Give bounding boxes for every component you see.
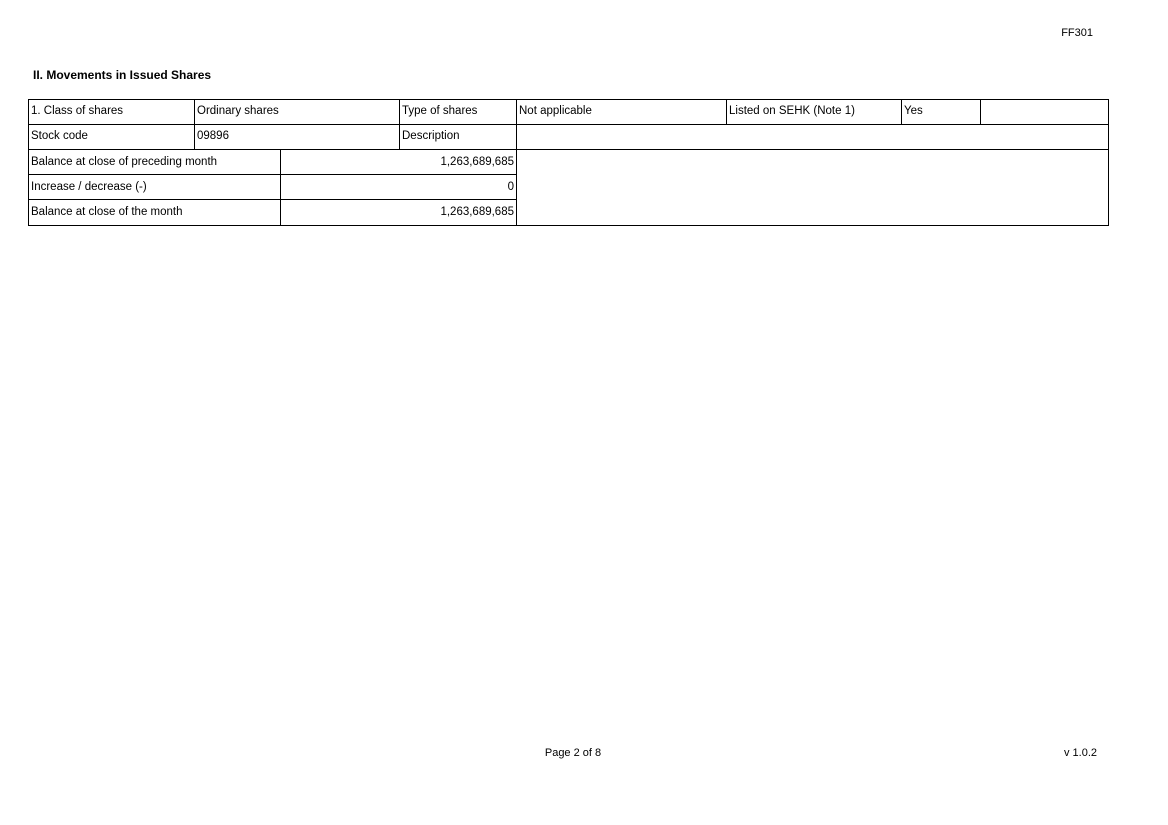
table-divider: [194, 99, 195, 149]
table-divider: [516, 99, 517, 226]
listed-on-sehk-value: Yes: [904, 105, 923, 117]
table-divider: [980, 99, 981, 124]
version-label: v 1.0.2: [1063, 747, 1097, 759]
preceding-balance-label: Balance at close of preceding month: [31, 156, 218, 168]
increase-decrease-label: Increase / decrease (-): [31, 181, 147, 193]
table-divider: [901, 99, 902, 124]
table-divider: [399, 99, 400, 149]
issued-shares-table: [28, 99, 1109, 226]
table-divider: [280, 149, 281, 226]
closing-balance-value: 1,263,689,685: [440, 206, 514, 218]
preceding-balance-value: 1,263,689,685: [440, 156, 514, 168]
type-of-shares-label: Type of shares: [402, 105, 478, 117]
table-divider: [28, 174, 516, 175]
class-of-shares-label: 1. Class of shares: [31, 105, 124, 117]
table-divider: [28, 149, 1109, 150]
description-label: Description: [402, 130, 460, 142]
increase-decrease-value: 0: [507, 181, 514, 193]
closing-balance-label: Balance at close of the month: [31, 206, 183, 218]
listed-on-sehk-label: Listed on SEHK (Note 1): [729, 105, 855, 117]
page-number: Page 2 of 8: [544, 747, 602, 759]
type-of-shares-value: Not applicable: [519, 105, 592, 117]
stock-code-label: Stock code: [31, 130, 88, 142]
description-value: [516, 124, 1109, 149]
stock-code-value: 09896: [197, 130, 229, 142]
table-divider: [28, 124, 1109, 125]
table-divider: [726, 99, 727, 124]
table-divider: [28, 199, 516, 200]
form-code: FF301: [1061, 27, 1093, 39]
class-of-shares-value: Ordinary shares: [197, 105, 279, 117]
section-title: II. Movements in Issued Shares: [33, 68, 212, 82]
